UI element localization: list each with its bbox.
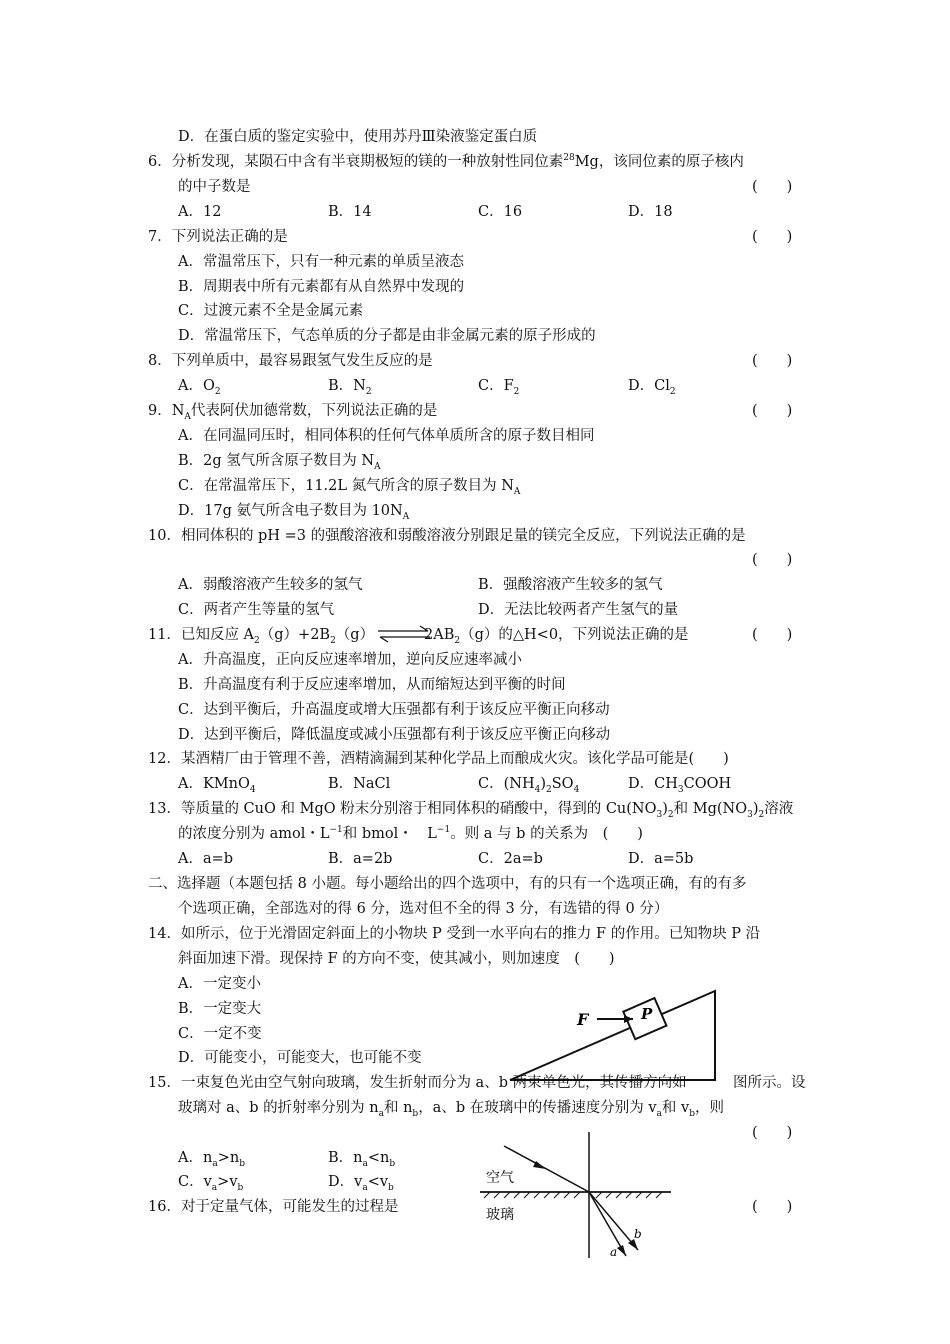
section-2-heading-2: 个选项正确，全部选对的得 6 分，选对但不全的得 3 分，有选错的得 0 分）: [178, 901, 669, 917]
q6-option-b: B．14: [328, 204, 372, 220]
q13-option-a: A．a=b: [178, 851, 234, 867]
q12-option-d: D．$CH_3COOH$: [628, 776, 732, 795]
q6-stem-2: 的中子数是: [178, 179, 251, 195]
q7-answer-paren: ( ): [752, 229, 793, 245]
q7-option-a: A．常温常压下，只有一种元素的单质呈液态: [178, 254, 464, 270]
q6-stem: 6．分析发现，某陨石中含有半衰期极短的镁的一种放射性同位素$^{28}$Mg，该同位素的原子核内: [148, 153, 744, 170]
q16-stem: 16．对于定量气体，可能发生的过程是: [148, 1199, 399, 1215]
q11-option-b: B．升高温度有利于反应速率增加，从而缩短达到平衡的时间: [178, 677, 566, 693]
q13-option-d: D．a=5b: [628, 851, 694, 867]
q16-answer-paren: ( ): [752, 1199, 793, 1215]
q11-answer-paren: ( ): [752, 627, 793, 643]
q13-stem-1: 13．等质量的 CuO 和 MgO 粉末分别溶于相同体积的硝酸中，得到的 $Cu(NO_3)_2$和 $Mg(NO_3)_2$溶液: [148, 801, 794, 820]
q7-option-b: B．周期表中所有元素都有从自然界中发现的: [178, 279, 465, 295]
q10-option-b: B．强酸溶液产生较多的氢气: [478, 577, 663, 593]
q15-answer-paren: ( ): [752, 1125, 793, 1141]
q12-stem: 12．某酒精厂由于管理不善，酒精滴漏到某种化学品上而酿成火灾。该化学品可能是( ): [148, 751, 729, 767]
q12-option-c: C．$(NH_4)_2SO_4$: [478, 776, 580, 795]
block-p-label: P: [641, 1005, 653, 1023]
q5-option-d: D．在蛋白质的鉴定实验中，使用苏丹Ⅲ染液鉴定蛋白质: [178, 129, 538, 145]
q14-option-c: C．一定不变: [178, 1026, 262, 1042]
q8-option-d: D．$Cl_2$: [628, 378, 676, 397]
q13-stem-2: 的浓度分别为 amol・$L^{-1}$和 bmol・ $L^{-1}$。则 a 与 b 的关系为 ( ): [178, 825, 643, 842]
section-2-heading: 二、选择题（本题包括 8 小题。每小题给出的四个选项中，有的只有一个选项正确，有的有多: [148, 876, 747, 892]
q15-option-d: D．$v_a<v_b$: [328, 1174, 394, 1193]
refraction-figure: [476, 1130, 676, 1260]
q14-option-b: B．一定变大: [178, 1001, 262, 1017]
q10-option-c: C．两者产生等量的氢气: [178, 602, 335, 618]
q10-answer-paren: ( ): [752, 552, 793, 568]
q6-answer-paren: ( ): [752, 179, 793, 195]
q11-option-a: A．升高温度，正向反应速率增加，逆向反应速率减小: [178, 652, 522, 668]
q8-stem: 8．下列单质中，最容易跟氢气发生反应的是: [148, 353, 433, 369]
q11-stem-right: $2AB_2(g)$的△H<0，下列说法正确的是: [424, 627, 689, 646]
ray-a-label: a: [610, 1245, 618, 1259]
q11-option-d: D．达到平衡后，降低温度或减小压强都有利于该反应平衡正向移动: [178, 727, 611, 743]
q15-option-a: A．$n_a>n_b$: [178, 1150, 245, 1169]
q15-option-c: C．$v_a>v_b$: [178, 1174, 244, 1193]
q9-option-c: C．在常温常压下，11.2L 氮气所含的原子数目为 $N_A$: [178, 478, 521, 497]
q13-option-b: B．a=2b: [328, 851, 393, 867]
q6-option-d: D．18: [628, 204, 673, 220]
q11-option-c: C．达到平衡后，升高温度或增大压强都有利于该反应平衡正向移动: [178, 702, 610, 718]
force-f-label: F: [577, 1010, 589, 1029]
q9-stem: 9．$N_A$代表阿伏加德常数，下列说法正确的是: [148, 403, 438, 422]
q14-option-a: A．一定变小: [178, 976, 261, 992]
q9-option-a: A．在同温同压时，相同体积的任何气体单质所含的原子数目相同: [178, 428, 595, 444]
incline-figure: [505, 985, 727, 1085]
q8-option-b: B．$N_2$: [328, 378, 372, 397]
q9-answer-paren: ( ): [752, 403, 793, 419]
glass-label: 玻璃: [486, 1207, 514, 1223]
q14-stem-1: 14．如所示，位于光滑固定斜面上的小物块 P 受到一水平向右的推力 F 的作用。已知物块 P 沿: [148, 926, 761, 942]
q15-option-b: B．$n_a<n_b$: [328, 1150, 396, 1169]
q7-option-c: C．过渡元素不全是金属元素: [178, 303, 364, 319]
q11-stem-left: 11．已知反应 $A_2(g)+2B_2(g)$: [148, 627, 375, 646]
air-label: 空气: [486, 1170, 514, 1186]
q15-stem-2: 玻璃对 a、b 的折射率分别为 $n_a$和 $n_b$，a、b 在玻璃中的传播速度分别为 $v_a$和 $v_b$，则: [178, 1100, 724, 1119]
q9-option-d: D．17g 氨气所含电子数目为 $10N_A$: [178, 503, 410, 522]
incident-ray: [504, 1146, 589, 1192]
q10-stem: 10．相同体积的 pH =3 的强酸溶液和弱酸溶液分别跟足量的镁完全反应，下列说法正确的是: [148, 528, 746, 544]
q12-option-a: A．KMnO$_4$: [178, 776, 256, 795]
q10-option-a: A．弱酸溶液产生较多的氢气: [178, 577, 363, 593]
q6-option-c: C．16: [478, 204, 523, 220]
ray-b-label: b: [634, 1227, 642, 1241]
q8-answer-paren: ( ): [752, 353, 793, 369]
q12-option-b: B．NaCl: [328, 776, 391, 792]
q8-option-c: C．$F_2$: [478, 378, 520, 397]
q13-option-c: C．2a=b: [478, 851, 543, 867]
q9-option-b: B．2g 氢气所含原子数目为 $N_A$: [178, 453, 381, 472]
q6-option-a: A．12: [178, 204, 222, 220]
q14-stem-2: 斜面加速下滑。现保持 F 的方向不变，使其减小，则加速度 ( ): [178, 951, 615, 967]
q14-option-d: D．可能变小，可能变大，也可能不变: [178, 1050, 422, 1066]
q8-option-a: A．$O_2$: [178, 378, 221, 397]
q7-option-d: D．常温常压下，气态单质的分子都是由非金属元素的原子形成的: [178, 328, 596, 344]
q10-option-d: D．无法比较两者产生氢气的量: [478, 602, 679, 618]
q15-stem-1: 15．一束复色光由空气射向玻璃，发生折射而分为 a、b 两束单色光，其传播方向如: [148, 1075, 687, 1091]
q15-stem-1-tail: 图所示。设: [733, 1075, 806, 1091]
q7-stem: 7．下列说法正确的是: [148, 229, 288, 245]
